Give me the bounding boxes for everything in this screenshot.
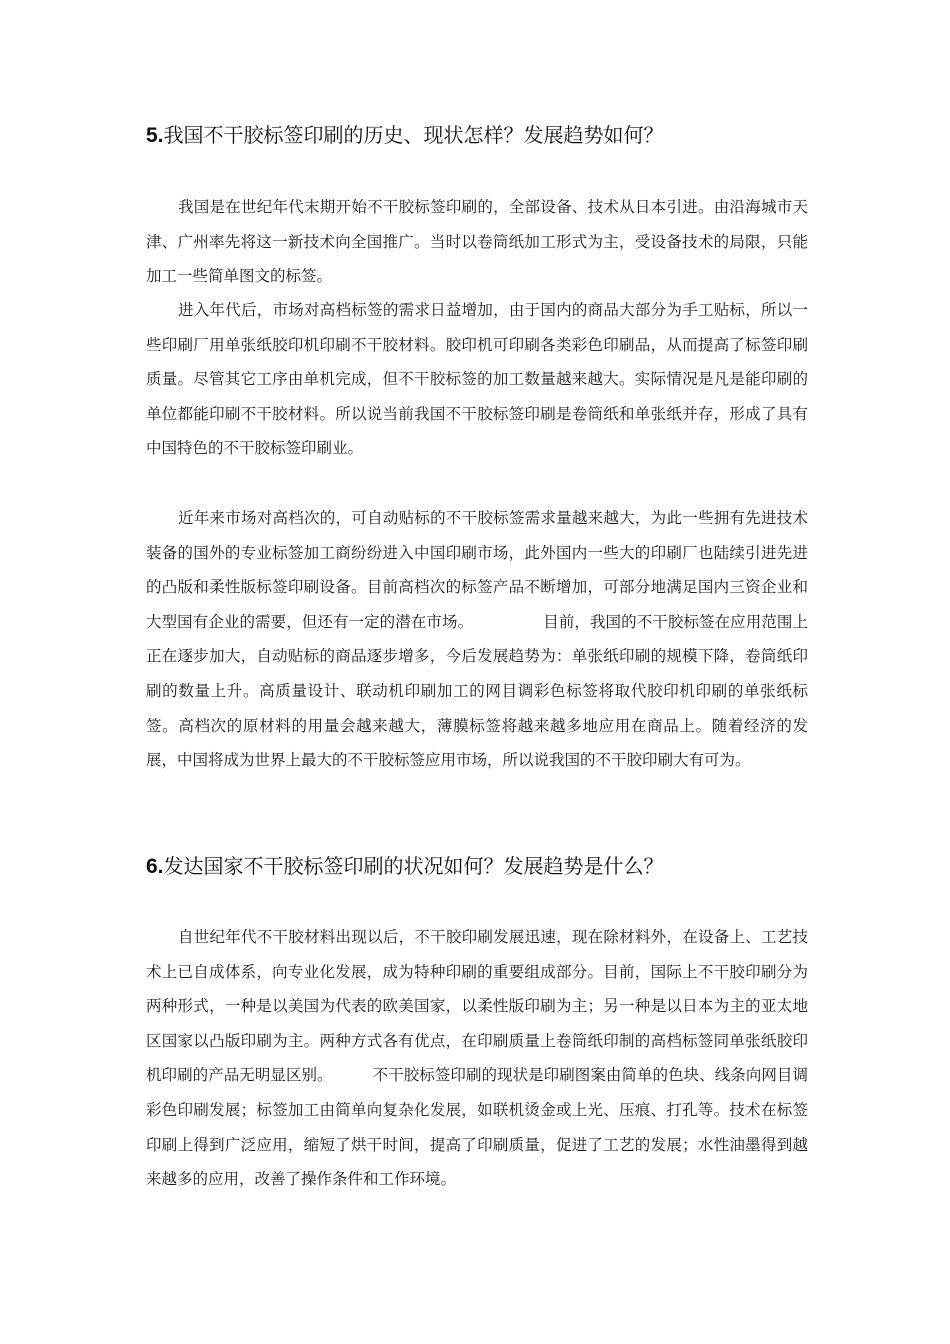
section-5-paragraph-3-part-1: 近年来市场对高档次的，可自动贴标的不干胶标签需求量越来越大，为此一些拥有先进技术装备的国外的专业标签加工商纷纷进入中国印刷市场，此外国内一些大的印刷厂也陆续引进先进的凸版和柔性版标签印刷设备。目前高档次的标签产品不断增加，可部分地满足国内三资企业和大型国有企业的需要，但还有一定的潜在市场。 <box>146 509 808 631</box>
section-6-heading <box>146 852 826 881</box>
section-6-number: 6. <box>146 855 164 878</box>
section-6-paragraph-1 <box>146 920 808 1197</box>
section-6-paragraph-1-part-2: 不干胶标签印刷的现状是印刷图案由简单的色块、线条向网目调彩色印刷发展；标签加工由简单向复杂化发展，如联机烫金或上光、压痕、打孔等。技术在标签印刷上得到广泛应用，缩短了烘干时间，提高了印刷质量，促进了工艺的发展；水性油墨得到越来越多的应用，改善了操作条件和工作环境。 <box>146 1066 808 1189</box>
section-5-title: 我国不干胶标签印刷的历史、现状怎样？发展趋势如何？ <box>163 123 664 147</box>
section-5-heading <box>146 121 826 150</box>
section-6-paragraph-1-part-1: 自世纪年代不干胶材料出现以后，不干胶印刷发展迅速，现在除材料外，在设备上、工艺技术上已自成体系，向专业化发展，成为特种印刷的重要组成部分。目前，国际上不干胶印刷分为两种形式，一种是以美国为代表的欧美国家，以柔性版印刷为主；另一种是以日本为主的亚太地区国家以凸版印刷为主。两种方式各有优点，在印刷质量上卷筒纸印制的高档标签同单张纸胶印机印刷的产品无明显区别。 <box>146 928 808 1085</box>
section-6-title: 发达国家不干胶标签印刷的状况如何？发展趋势是什么？ <box>163 854 664 878</box>
section-5-paragraph-3-part-2: 目前，我国的不干胶标签在应用范围上正在逐步加大，自动贴标的商品逐步增多，今后发展趋势为：单张纸印刷的规模下降，卷筒纸印刷的数量上升。高质量设计、联动机印刷加工的网目调彩色标签将取代胶印机印刷的单张纸标签。高档次的原材料的用量会越来越大，薄膜标签将越来越多地应用在商品上。随着经济的发展，中国将成为世界上最大的不干胶标签应用市场，所以说我国的不干胶印刷大有可为。 <box>146 612 808 770</box>
section-5-paragraph-2: 进入年代后，市场对高档标签的需求日益增加，由于国内的商品大部分为手工贴标，所以一些印刷厂用单张纸胶印机印刷不干胶材料。胶印机可印刷各类彩色印刷品，从而提高了标签印刷质量。尽管其它工序由单机完成，但不干胶标签的加工数量越来越大。实际情况是凡是能印刷的单位都能印刷不干胶材料。所以说当前我国不干胶标签印刷是卷筒纸和单张纸并存，形成了具有中国特色的不干胶标签印刷业。 <box>146 301 808 458</box>
section-5-paragraph-3 <box>146 501 808 778</box>
section-5-number: 5. <box>146 124 164 147</box>
section-5-paragraph-1: 我国是在世纪年代末期开始不干胶标签印刷的，全部设备、技术从日本引进。由沿海城市天津、广州率先将这一新技术向全国推广。当时以卷筒纸加工形式为主，受设备技术的局限，只能加工一些简单图文的标签。 <box>146 198 808 286</box>
